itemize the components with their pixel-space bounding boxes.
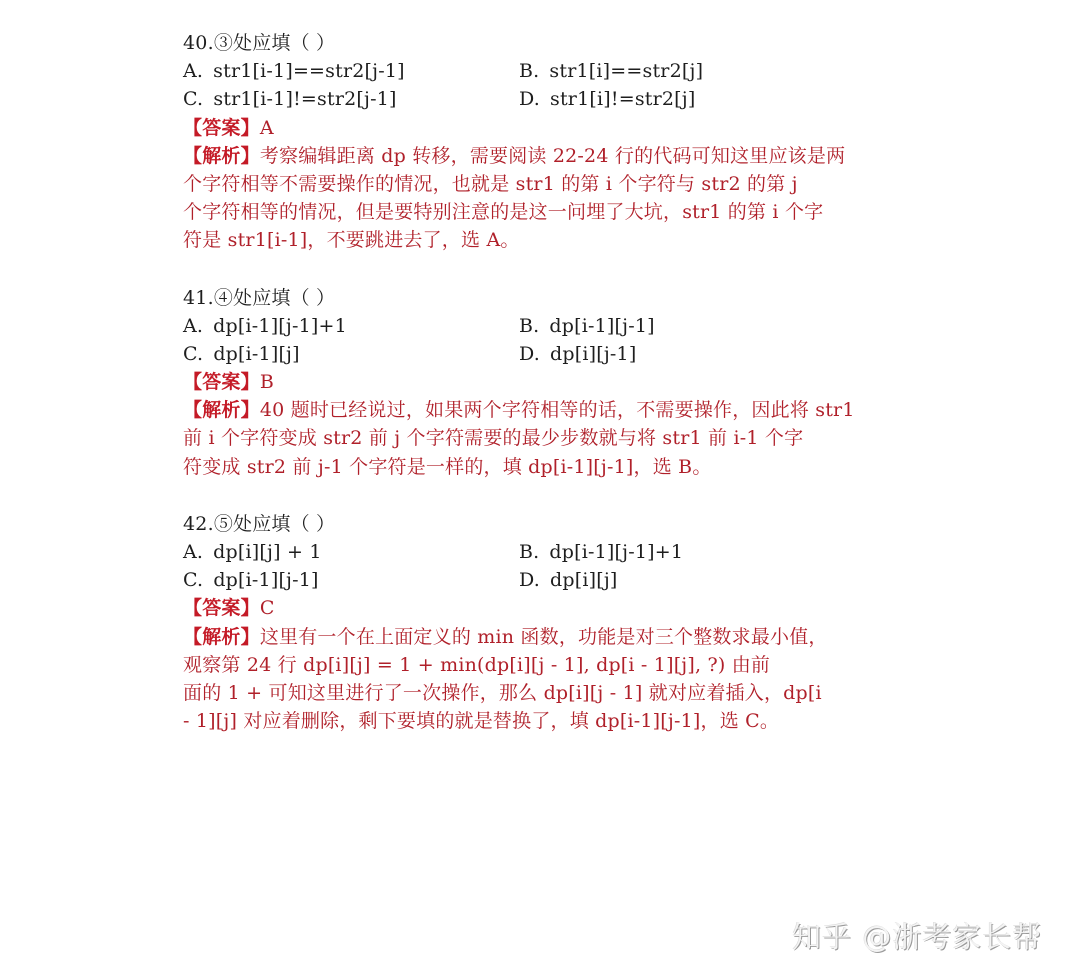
spacer bbox=[183, 255, 923, 284]
option-c: C. dp[i-1][j] bbox=[183, 342, 300, 365]
option-a: A. dp[i][j] + 1 bbox=[183, 541, 322, 563]
analysis-line: 观察第 24 行 dp[i][j] = 1 + min(dp[i][j - 1], dp[i - 1][j], ?) 由前 bbox=[183, 653, 771, 676]
analysis-line: 前 i 个字符变成 str2 前 j 个字符需要的最少步数就与将 str1 前 i-1 个字 bbox=[183, 427, 804, 450]
spacer bbox=[183, 481, 923, 510]
options-row bbox=[183, 85, 923, 113]
option-d: D. dp[i][j-1] bbox=[519, 342, 637, 365]
answer-line bbox=[183, 594, 923, 622]
option-d: D. str1[i]!=str2[j] bbox=[519, 88, 696, 111]
options-row bbox=[183, 57, 923, 85]
answer-label: 【答案】 bbox=[183, 597, 260, 620]
question-40 bbox=[183, 29, 923, 255]
answer-label: 【答案】 bbox=[183, 116, 260, 139]
answer-line bbox=[183, 114, 923, 142]
analysis-line: 【解析】40 题时已经说过，如果两个字符相等的话，不需要操作，因此将 str1 bbox=[183, 399, 855, 422]
options-row bbox=[183, 538, 923, 566]
exam-document bbox=[183, 29, 923, 735]
analysis-line: - 1][j] 对应着删除，剩下要填的就是替换了，填 dp[i-1][j-1]，选 C。 bbox=[183, 710, 780, 733]
option-c: C. str1[i-1]!=str2[j-1] bbox=[183, 88, 397, 111]
zhihu-watermark: 知乎 @浙考家长帮 bbox=[792, 920, 1043, 954]
question-42 bbox=[183, 510, 923, 736]
analysis-label: 【解析】 bbox=[183, 399, 260, 422]
analysis-label: 【解析】 bbox=[183, 625, 260, 648]
option-b: B. str1[i]==str2[j] bbox=[519, 60, 704, 83]
question-41 bbox=[183, 284, 923, 481]
option-a: A. dp[i-1][j-1]+1 bbox=[183, 314, 347, 337]
question-title: 40.③处应填（ ） bbox=[183, 32, 336, 54]
answer-line bbox=[183, 368, 923, 396]
analysis-line: 【解析】考察编辑距离 dp 转移，需要阅读 22-24 行的代码可知这里应该是两 bbox=[183, 144, 846, 167]
option-c: C. dp[i-1][j-1] bbox=[183, 569, 319, 592]
analysis-line: 个字符相等不需要操作的情况，也就是 str1 的第 i 个字符与 str2 的第 j bbox=[183, 172, 798, 195]
options-row bbox=[183, 312, 923, 340]
options-row bbox=[183, 566, 923, 594]
analysis-label: 【解析】 bbox=[183, 144, 260, 167]
answer-value: A bbox=[259, 116, 274, 139]
question-title: 41.④处应填（ ） bbox=[183, 286, 336, 309]
answer-value: B bbox=[259, 371, 274, 394]
option-b: B. dp[i-1][j-1] bbox=[519, 314, 655, 337]
analysis-line: 面的 1 + 可知这里进行了一次操作，那么 dp[i][j - 1] 就对应着插入，dp[i bbox=[183, 681, 822, 704]
answer-value: C bbox=[259, 597, 275, 620]
answer-label: 【答案】 bbox=[183, 371, 260, 394]
option-d: D. dp[i][j] bbox=[519, 569, 618, 592]
option-b: B. dp[i-1][j-1]+1 bbox=[519, 541, 684, 563]
option-a: A. str1[i-1]==str2[j-1] bbox=[183, 60, 405, 83]
analysis-line: 符是 str1[i-1]，不要跳进去了，选 A。 bbox=[183, 229, 520, 252]
question-title: 42.⑤处应填（ ） bbox=[183, 512, 336, 535]
analysis-line: 符变成 str2 前 j-1 个字符是一样的，填 dp[i-1][j-1]，选 B。 bbox=[183, 455, 712, 478]
options-row bbox=[183, 340, 923, 368]
analysis-line: 【解析】这里有一个在上面定义的 min 函数，功能是对三个整数求最小值， bbox=[183, 625, 828, 648]
analysis-line: 个字符相等的情况，但是要特别注意的是这一问埋了大坑，str1 的第 i 个字 bbox=[183, 201, 824, 224]
